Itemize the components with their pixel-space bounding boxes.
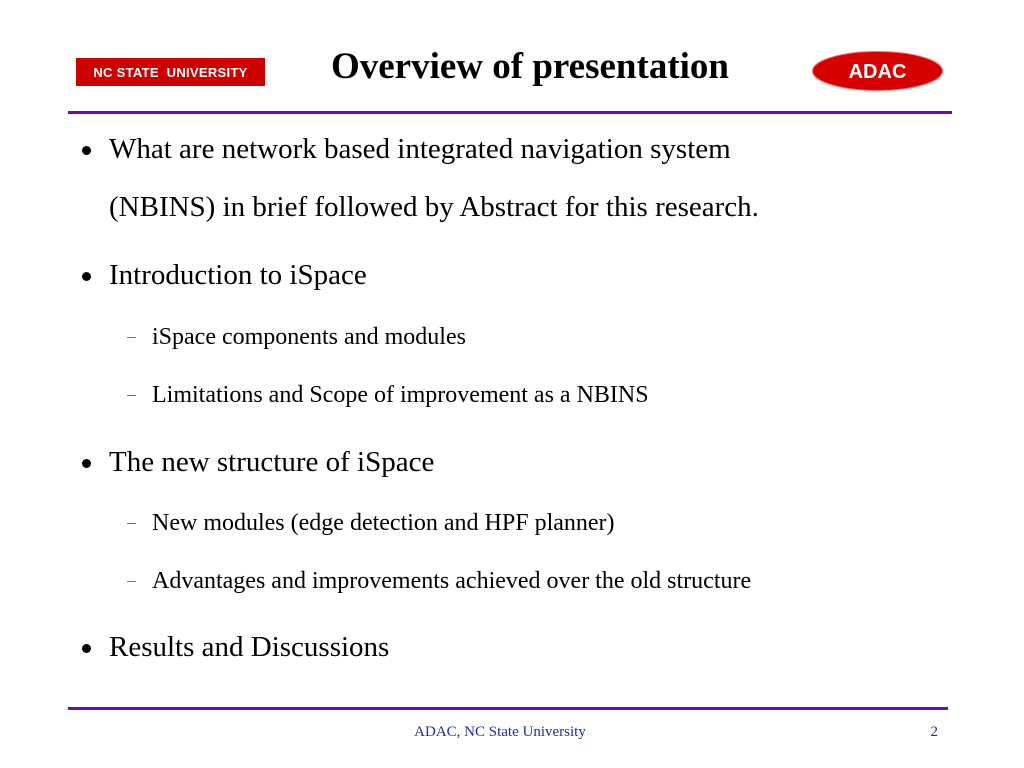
footer-affiliation: ADAC, NC State University	[414, 724, 586, 740]
slide-title: Overview of presentation	[330, 46, 730, 87]
footer-rule	[68, 707, 948, 710]
sub-bullet-text: Limitations and Scope of improvement as a NBINS	[152, 382, 649, 408]
dash-icon	[127, 395, 136, 396]
sub-bullet-text: iSpace components and modules	[152, 324, 466, 350]
sub-bullet-text: New modules (edge detection and HPF planner)	[152, 510, 615, 536]
bullet-dot-icon	[82, 272, 91, 281]
sub-bullet-text: Advantages and improvements achieved over the old structure	[152, 568, 752, 594]
bullet-text-line: What are network based integrated navigation system	[109, 133, 731, 165]
bullet-dot-icon	[82, 146, 91, 155]
bullet-dot-icon	[82, 644, 91, 653]
dash-icon	[127, 581, 136, 582]
adac-logo-text: ADAC	[848, 61, 907, 83]
ncsu-logo: NC STATE UNIVERSITY	[76, 58, 265, 86]
bullet-dot-icon	[82, 459, 91, 468]
bullet-text-line: The new structure of iSpace	[109, 446, 435, 478]
bullet-text-line: Introduction to iSpace	[109, 259, 367, 291]
bullet-text-line: Results and Discussions	[109, 631, 390, 663]
dash-icon	[127, 523, 136, 524]
bullet-text-line: (NBINS) in brief followed by Abstract for this research.	[109, 191, 759, 223]
page-number: 2	[930, 724, 938, 740]
dash-icon	[127, 337, 136, 338]
